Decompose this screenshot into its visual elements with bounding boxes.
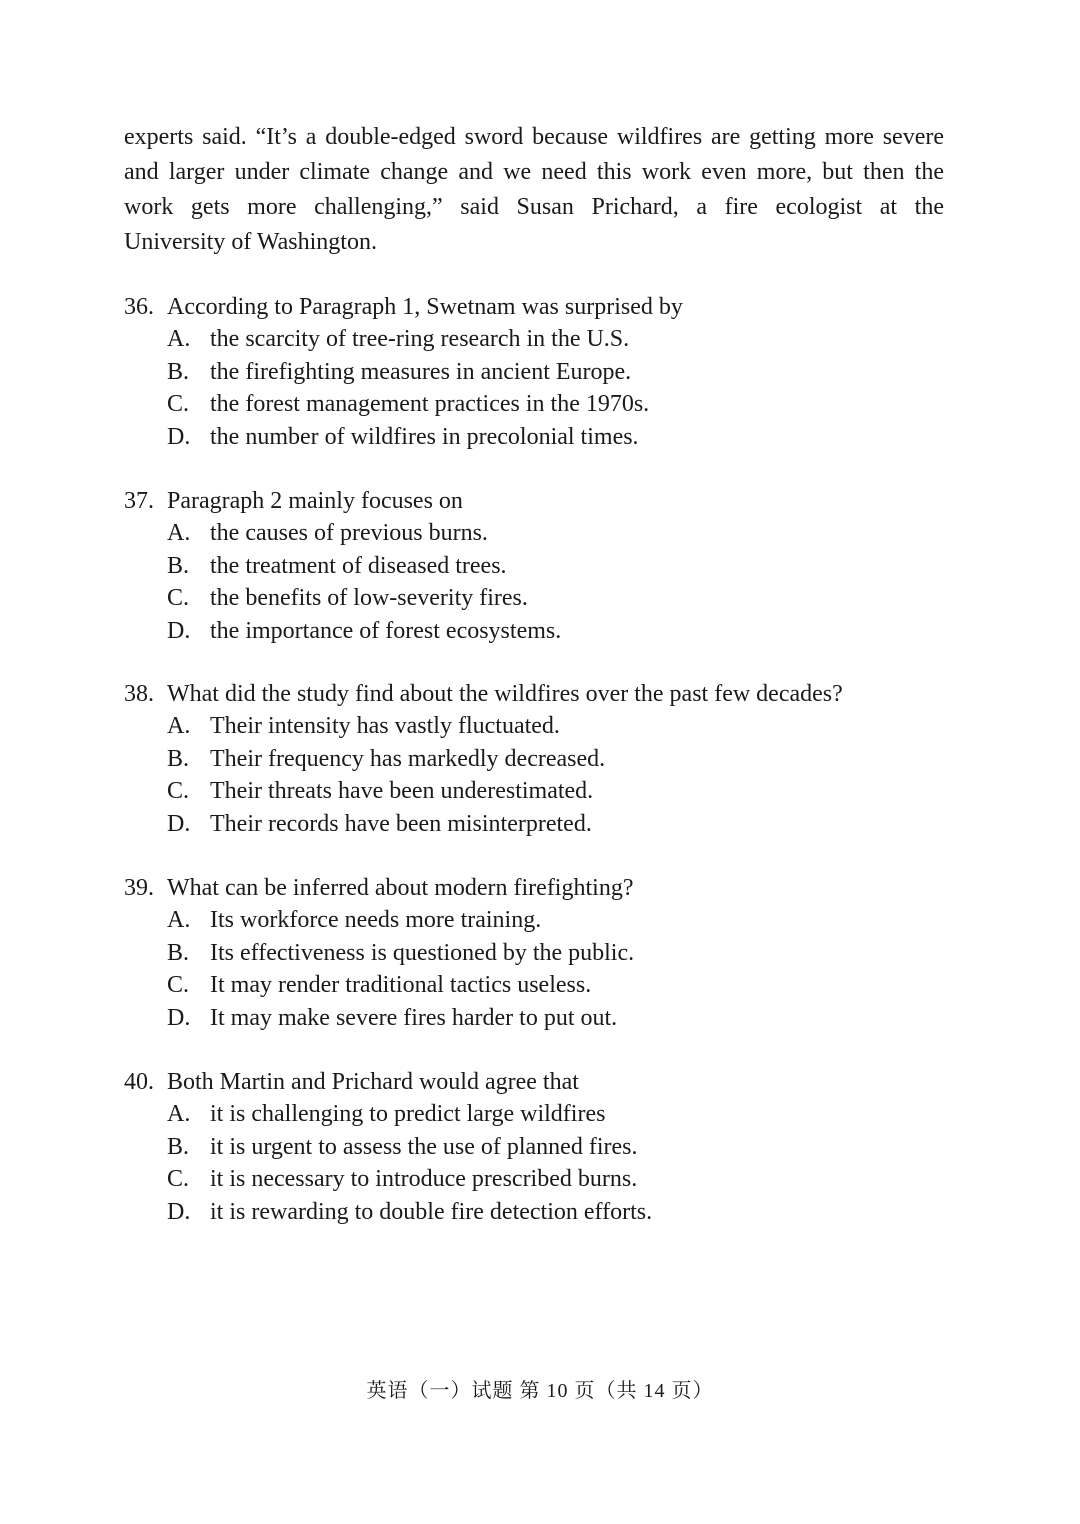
option-b[interactable] xyxy=(124,743,944,776)
option-text: it is rewarding to double fire detection efforts. xyxy=(210,1198,653,1225)
option-c[interactable] xyxy=(124,969,944,1002)
passage-paragraph xyxy=(124,120,944,260)
question-40 xyxy=(124,1066,944,1228)
option-letter: A. xyxy=(167,907,191,933)
option-list xyxy=(124,517,944,647)
option-a[interactable] xyxy=(124,904,944,937)
option-letter: A. xyxy=(167,713,191,739)
question-stem xyxy=(124,872,944,904)
option-a[interactable] xyxy=(124,1098,944,1131)
option-list xyxy=(124,323,944,453)
question-stem xyxy=(124,678,944,710)
question-39 xyxy=(124,872,944,1034)
option-b[interactable] xyxy=(124,356,944,389)
question-text: Paragraph 2 mainly focuses on xyxy=(167,488,463,514)
option-d[interactable] xyxy=(124,1196,944,1229)
option-c[interactable] xyxy=(124,1163,944,1196)
option-letter: B. xyxy=(167,552,190,579)
passage-line: and larger under climate change and we need this work even more, but then the xyxy=(124,159,944,185)
option-d[interactable] xyxy=(124,615,944,648)
question-text: What did the study find about the wildfires over the past few decades? xyxy=(167,681,843,707)
option-text: it is urgent to assess the use of planned fires. xyxy=(210,1133,638,1160)
question-number: 36. xyxy=(124,294,154,320)
option-list xyxy=(124,1098,944,1228)
option-text: Its effectiveness is questioned by the public. xyxy=(210,939,635,966)
option-text: Its workforce needs more training. xyxy=(210,907,542,933)
option-text: the importance of forest ecosystems. xyxy=(210,617,562,644)
option-d[interactable] xyxy=(124,1002,944,1035)
option-text: the number of wildfires in precolonial times. xyxy=(210,423,639,450)
option-text: it is challenging to predict large wildfires xyxy=(210,1101,606,1127)
question-number: 37. xyxy=(124,488,154,514)
option-letter: C. xyxy=(167,778,190,804)
option-letter: C. xyxy=(167,391,190,417)
option-letter: B. xyxy=(167,358,190,385)
option-text: Their intensity has vastly fluctuated. xyxy=(210,713,560,739)
option-letter: A. xyxy=(167,326,191,352)
question-37 xyxy=(124,485,944,647)
option-a[interactable] xyxy=(124,323,944,356)
question-text: According to Paragraph 1, Swetnam was surprised by xyxy=(167,294,683,320)
option-text: the benefits of low-severity fires. xyxy=(210,585,528,611)
option-letter: A. xyxy=(167,520,191,546)
option-letter: C. xyxy=(167,972,190,998)
option-letter: B. xyxy=(167,745,190,772)
question-stem xyxy=(124,1066,944,1098)
option-letter: B. xyxy=(167,1133,190,1160)
option-c[interactable] xyxy=(124,582,944,615)
option-text: the scarcity of tree-ring research in the U.S. xyxy=(210,326,630,352)
option-letter: D. xyxy=(167,423,191,450)
question-number: 39. xyxy=(124,875,154,901)
option-c[interactable] xyxy=(124,388,944,421)
passage-line: work gets more challenging,” said Susan Prichard, a fire ecologist at the xyxy=(124,194,944,220)
option-b[interactable] xyxy=(124,1131,944,1164)
question-text: Both Martin and Prichard would agree that xyxy=(167,1069,579,1095)
option-text: the firefighting measures in ancient Europe. xyxy=(210,358,632,385)
question-38 xyxy=(124,678,944,840)
option-list xyxy=(124,710,944,840)
option-text: it is necessary to introduce prescribed burns. xyxy=(210,1166,638,1192)
option-letter: D. xyxy=(167,1004,191,1031)
option-b[interactable] xyxy=(124,937,944,970)
passage-line: University of Washington. xyxy=(124,229,377,255)
option-b[interactable] xyxy=(124,550,944,583)
option-text: the causes of previous burns. xyxy=(210,520,488,546)
option-list xyxy=(124,904,944,1034)
page-footer: 英语（一）试题 第 10 页（共 14 页） xyxy=(366,1380,714,1402)
question-text: What can be inferred about modern firefighting? xyxy=(167,875,634,901)
option-c[interactable] xyxy=(124,775,944,808)
option-letter: D. xyxy=(167,1198,191,1225)
question-number: 38. xyxy=(124,681,154,707)
option-text: Their frequency has markedly decreased. xyxy=(210,745,606,772)
option-letter: D. xyxy=(167,617,191,644)
option-a[interactable] xyxy=(124,710,944,743)
option-text: Their threats have been underestimated. xyxy=(210,778,594,804)
option-text: It may make severe fires harder to put out. xyxy=(210,1004,618,1031)
question-stem xyxy=(124,485,944,517)
option-text: the forest management practices in the 1970s. xyxy=(210,391,650,417)
option-text: the treatment of diseased trees. xyxy=(210,552,507,579)
option-letter: C. xyxy=(167,1166,190,1192)
question-stem xyxy=(124,291,944,323)
option-letter: B. xyxy=(167,939,190,966)
question-number: 40. xyxy=(124,1069,154,1095)
option-text: Their records have been misinterpreted. xyxy=(210,810,592,837)
option-d[interactable] xyxy=(124,421,944,454)
option-d[interactable] xyxy=(124,808,944,841)
option-letter: A. xyxy=(167,1101,191,1127)
option-a[interactable] xyxy=(124,517,944,550)
option-letter: D. xyxy=(167,810,191,837)
question-36 xyxy=(124,291,944,453)
passage-line: experts said. “It’s a double-edged sword because wildfires are getting more severe xyxy=(124,124,944,150)
option-letter: C. xyxy=(167,585,190,611)
option-text: It may render traditional tactics useless. xyxy=(210,972,592,998)
